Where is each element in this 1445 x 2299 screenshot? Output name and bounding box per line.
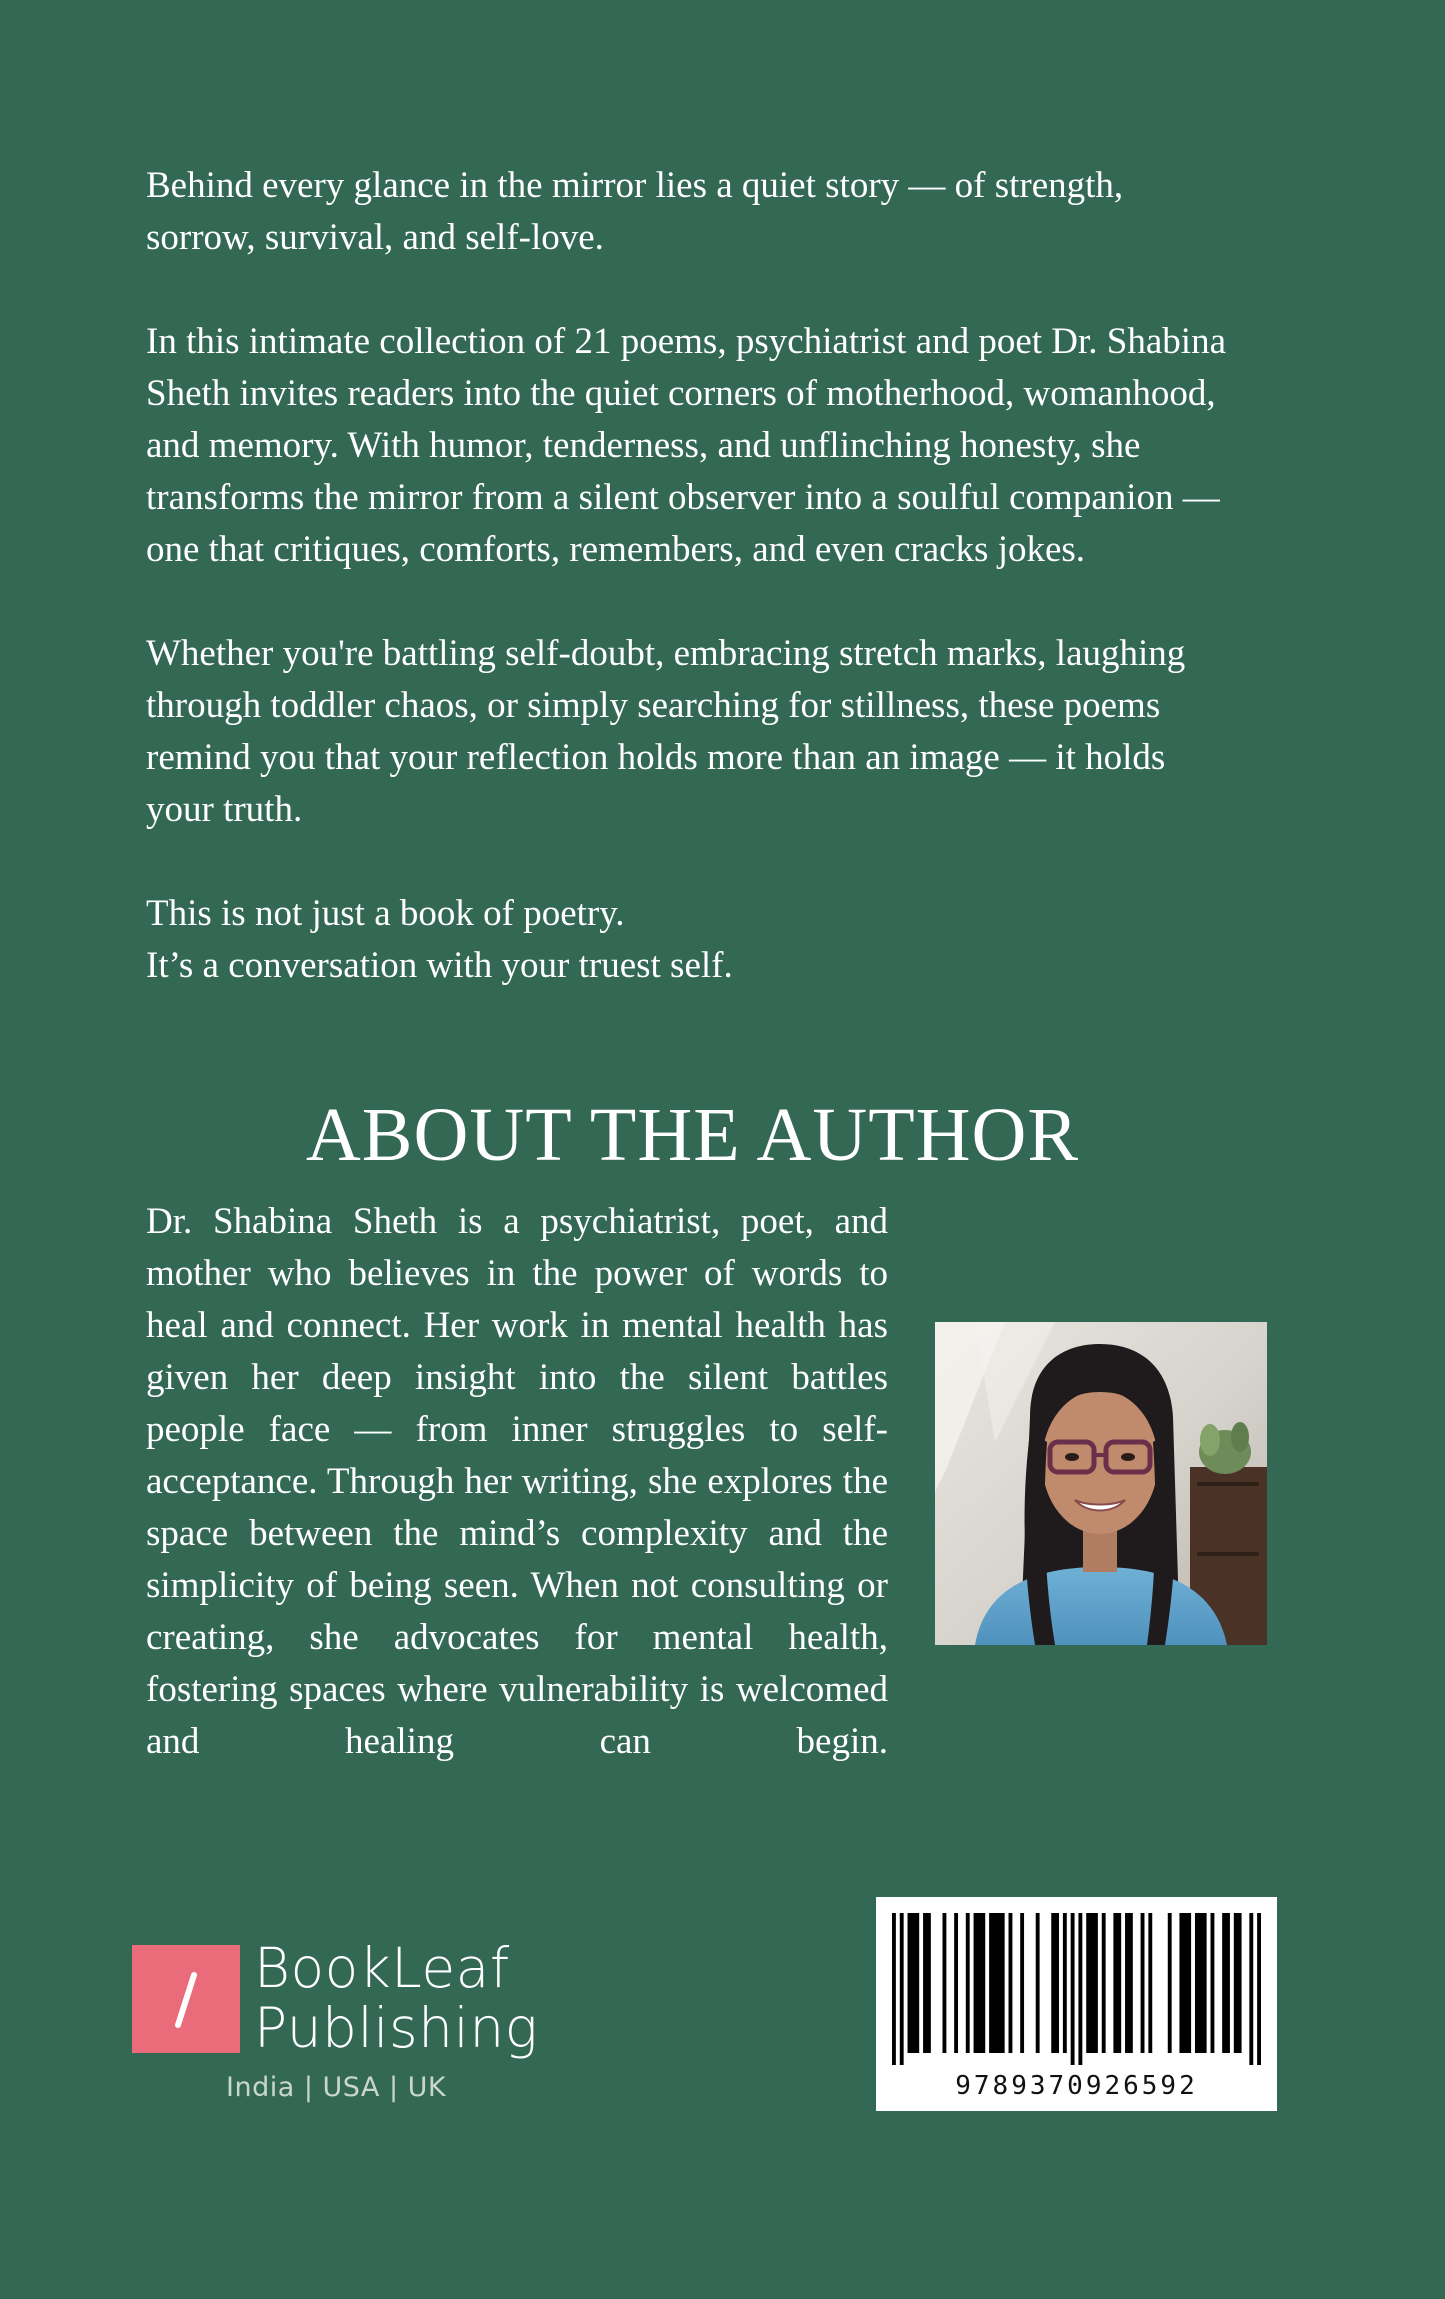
barcode-bar [966, 1913, 970, 2053]
blurb-line: Behind every glance in the mirror lies a quiet story — of strength, [146, 165, 1124, 206]
barcode-bar [1071, 1913, 1075, 2065]
barcode-bar [1063, 1913, 1067, 2053]
barcode-bar [989, 1913, 1005, 2053]
publisher-name-line-1: BookLeaf [254, 1936, 510, 2000]
blurb-line: your truth. [146, 789, 303, 830]
blurb-line: one that critiques, comforts, remembers, and even cracks jokes. [146, 529, 1086, 570]
blurb-paragraph-2 [146, 316, 1316, 576]
barcode-bar [1168, 1913, 1172, 2053]
publisher-logo [132, 1938, 552, 2118]
barcode-bar [1051, 1913, 1059, 2053]
blurb-line: and memory. With humor, tenderness, and unflinching honesty, she [146, 425, 1141, 466]
isbn-barcode [876, 1897, 1277, 2111]
barcode-bar [1020, 1913, 1024, 2053]
barcode-bar [1249, 1913, 1253, 2065]
barcode-bar [1257, 1913, 1261, 2065]
blurb-line: It’s a conversation with your truest self. [146, 945, 733, 986]
barcode-bar [1036, 1913, 1040, 2053]
barcode-bar [1125, 1913, 1133, 2053]
publisher-regions: India | USA | UK [226, 2072, 447, 2103]
blurb-line: transforms the mirror from a silent observer into a soulful companion — [146, 477, 1220, 518]
blurb-line: This is not just a book of poetry. [146, 893, 625, 934]
back-cover-blurb [146, 160, 1316, 992]
barcode-bar [1179, 1913, 1191, 2053]
barcode-bar [1102, 1913, 1106, 2053]
barcode-bar [900, 1913, 904, 2065]
publisher-slash-icon [132, 1945, 240, 2053]
publisher-name-line-2: Publishing [254, 1996, 539, 2060]
about-author-heading: ABOUT THE AUTHOR [305, 1093, 1080, 1177]
publisher-name [254, 1938, 538, 2058]
isbn-number: 9789370926592 [955, 2071, 1198, 2101]
blurb-paragraph-3 [146, 628, 1316, 836]
barcode-bar [954, 1913, 958, 2053]
barcode-bars [892, 1913, 1261, 2065]
author-bio: Dr. Shabina Sheth is a psychiatrist, poet, and mother who believes in the power of words to heal and connect. Her work in mental health has given her deep insight into the silent battles people face — from inner struggles to self-acceptance. Through her writing, she explores the space between the mind’s complexity and the simplicity of being seen. When not consulting or creating, she advocates for mental health, fostering spaces where vulnerability is welcomed and healing can begin. [146, 1201, 888, 1762]
barcode-bar [1195, 1913, 1207, 2053]
blurb-paragraph-1 [146, 160, 1316, 264]
barcode-bar [1141, 1913, 1145, 2053]
barcode-bar [908, 1913, 920, 2053]
blurb-line: remind you that your reflection holds more than an image — it holds [146, 737, 1166, 778]
barcode-bar [1211, 1913, 1215, 2053]
barcode-bar [1086, 1913, 1098, 2053]
blurb-paragraph-4 [146, 888, 1316, 992]
author-photo [935, 1322, 1267, 1645]
blurb-line: sorrow, survival, and self-love. [146, 217, 604, 258]
barcode-bar [974, 1913, 986, 2053]
blurb-line: Whether you're battling self-doubt, embracing stretch marks, laughing [146, 633, 1186, 674]
blurb-line: through toddler chaos, or simply searching for stillness, these poems [146, 685, 1161, 726]
barcode-bar [1148, 1913, 1152, 2053]
barcode-bar [1078, 1913, 1082, 2065]
barcode-bar [923, 1913, 931, 2053]
blurb-line: Sheth invites readers into the quiet corners of motherhood, womanhood, [146, 373, 1216, 414]
barcode-bar [942, 1913, 946, 2053]
barcode-bar [1113, 1913, 1121, 2053]
barcode-bar [892, 1913, 896, 2065]
barcode-bar [1234, 1913, 1242, 2053]
barcode-bar [1222, 1913, 1230, 2053]
barcode-bar [1009, 1913, 1013, 2053]
blurb-line: In this intimate collection of 21 poems, psychiatrist and poet Dr. Shabina [146, 321, 1226, 362]
